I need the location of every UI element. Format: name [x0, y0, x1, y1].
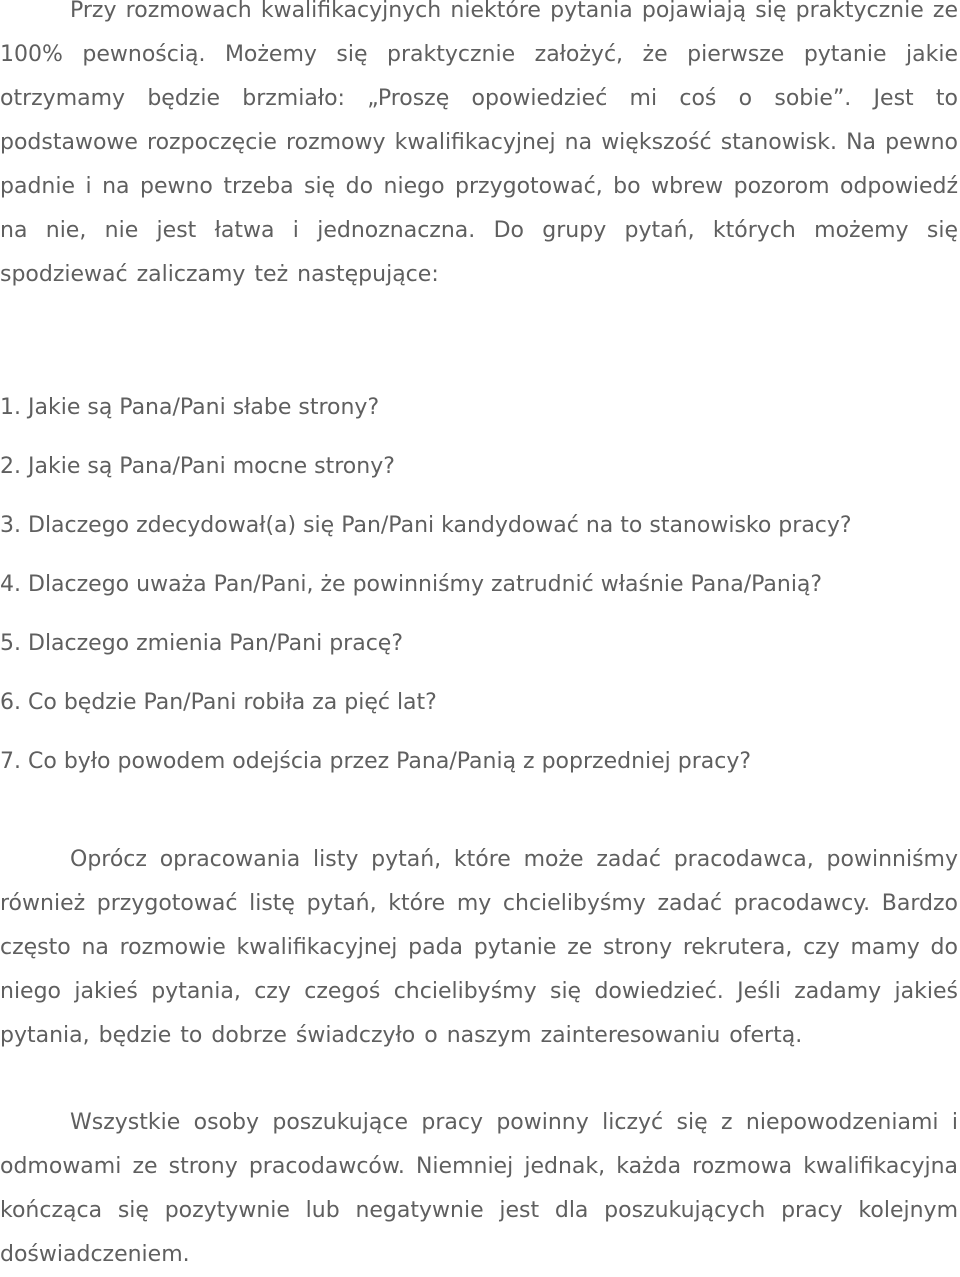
list-item [0, 445, 852, 504]
list-item-number: 3. [0, 513, 21, 538]
list-item [0, 504, 852, 563]
interview-questions-list [0, 386, 852, 799]
intro-paragraph: Przy rozmowach kwalifikacyjnych niektóre pytania pojawiają się praktycznie ze 100% pewnością. Możemy się praktycznie założyć, że pierwsze pytanie jakie otrzymamy będzie brzmiało: „Proszę opowiedzieć mi coś o sobie”. Jest to podstawowe rozpoczęcie rozmowy kwalifikacyjnej na większość stanowisk. Na pewno padnie i na pewno trzeba się do niego przygotować, bo wbrew pozorom odpowiedź na nie, nie jest łatwa i jednoznaczna. Do grupy pytań, których możemy się spodziewać zaliczamy też następujące: [0, 0, 958, 287]
list-item-number: 2. [0, 454, 21, 479]
list-item-text: Dlaczego zdecydował(a) się Pan/Pani kandydować na to stanowisko pracy? [28, 513, 852, 538]
list-item-text: Dlaczego zmienia Pan/Pani pracę? [28, 631, 404, 656]
list-item [0, 622, 852, 681]
list-item [0, 681, 852, 740]
list-item-text: Jakie są Pana/Pani słabe strony? [28, 395, 380, 420]
list-item-number: 6. [0, 690, 21, 715]
list-item-number: 4. [0, 572, 21, 597]
list-item [0, 386, 852, 445]
closing-paragraph: Wszystkie osoby poszukujące pracy powinny liczyć się z niepowodzeniami i odmowami ze strony pracodawców. Niemniej jednak, każda rozmowa kwalifikacyjna kończąca się pozytywnie lub negatywnie jest dla poszukujących pracy kolejnym doświadczeniem. [0, 1110, 958, 1267]
list-item-text: Dlaczego uważa Pan/Pani, że powinniśmy zatrudnić właśnie Pana/Panią? [28, 572, 823, 597]
list-item-text: Jakie są Pana/Pani mocne strony? [28, 454, 395, 479]
list-item-text: Co będzie Pan/Pani robiła za pięć lat? [28, 690, 437, 715]
list-item-text: Co było powodem odejścia przez Pana/Panią z poprzedniej pracy? [28, 749, 752, 774]
list-item [0, 563, 852, 622]
list-item-number: 1. [0, 395, 21, 420]
list-item [0, 740, 852, 799]
questions-for-employer-paragraph: Oprócz opracowania listy pytań, które może zadać pracodawca, powinniśmy również przygotować listę pytań, które my chcielibyśmy zadać pracodawcy. Bardzo często na rozmowie kwalifikacyjnej pada pytanie ze strony rekrutera, czy mamy do niego jakieś pytania, czy czegoś chcielibyśmy się dowiedzieć. Jeśli zadamy jakieś pytania, będzie to dobrze świadczyło o naszym zainteresowaniu ofertą. [0, 847, 958, 1048]
list-item-number: 5. [0, 631, 21, 656]
list-item-number: 7. [0, 749, 21, 774]
